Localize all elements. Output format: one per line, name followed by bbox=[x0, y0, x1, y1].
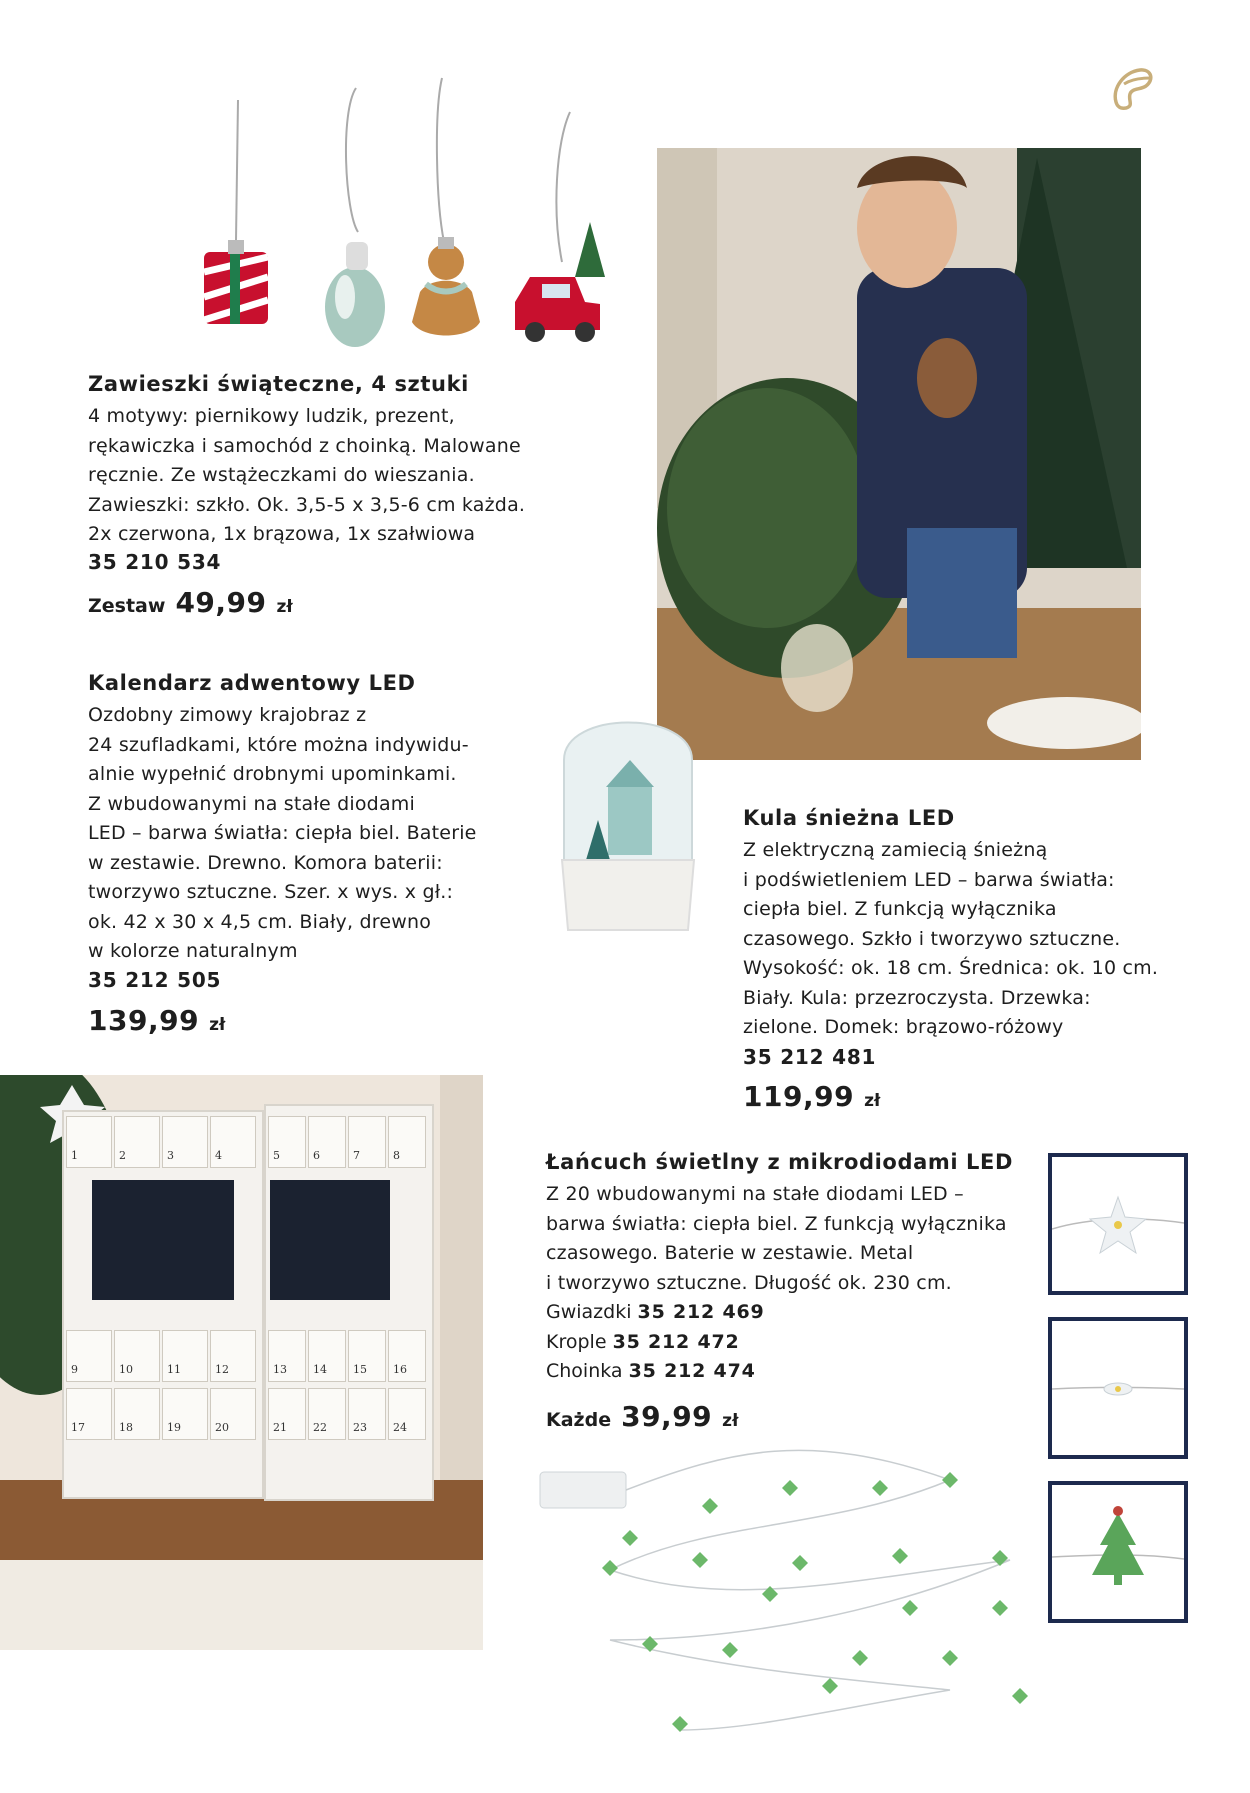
variant-code: 35 212 474 bbox=[628, 1360, 756, 1382]
description-line: i tworzywo sztuczne. Długość ok. 230 cm. bbox=[546, 1271, 952, 1294]
price-value: 39,99 bbox=[621, 1400, 713, 1433]
description-line: LED – barwa światła: ciepła biel. Baterie bbox=[88, 822, 477, 844]
snowglobe-description bbox=[743, 836, 1158, 1043]
snowglobe-product-code: 35 212 481 bbox=[743, 1045, 877, 1069]
snowglobe-title: Kula śnieżna LED bbox=[743, 806, 955, 830]
description-line: barwa światła: ciepła biel. Z funkcją wyłącznika bbox=[546, 1212, 1007, 1235]
calendar-drawer: 17 bbox=[66, 1388, 112, 1440]
calendar-drawer: 20 bbox=[210, 1388, 256, 1440]
price-currency: zł bbox=[864, 1091, 881, 1111]
boy-decorating-tree-photo bbox=[657, 148, 1141, 760]
calendar-drawer: 1 bbox=[66, 1116, 112, 1168]
light-chain-image bbox=[530, 1410, 1060, 1740]
price-value: 139,99 bbox=[88, 1004, 200, 1037]
calendar-drawer: 9 bbox=[66, 1330, 112, 1382]
calendar-drawer: 14 bbox=[308, 1330, 346, 1382]
variant-name: Krople bbox=[546, 1330, 607, 1353]
variant-name: Choinka bbox=[546, 1360, 623, 1382]
description-line: ręcznie. Ze wstążeczkami do wieszania. bbox=[88, 464, 475, 486]
calendar-left-panel bbox=[62, 1110, 264, 1499]
calendar-drawer: 18 bbox=[114, 1388, 160, 1440]
description-line: Ozdobny zimowy krajobraz z bbox=[88, 704, 367, 726]
calendar-drawer: 13 bbox=[268, 1330, 306, 1382]
calendar-drawer: 7 bbox=[348, 1116, 386, 1168]
snowglobe-image bbox=[558, 690, 698, 940]
description-line: ok. 42 x 30 x 4,5 cm. Biały, drewno bbox=[88, 910, 432, 933]
calendar-drawer: 6 bbox=[308, 1116, 346, 1168]
description-line: w kolorze naturalnym bbox=[88, 940, 298, 962]
lights-variants bbox=[546, 1298, 765, 1387]
calendar-drawer: 19 bbox=[162, 1388, 208, 1440]
description-line: czasowego. Baterie w zestawie. Metal bbox=[546, 1242, 914, 1264]
calendar-drawer: 16 bbox=[388, 1330, 426, 1382]
price-currency: zł bbox=[722, 1411, 739, 1431]
tchibo-logo-icon bbox=[1106, 62, 1158, 114]
calendar-drawer: 12 bbox=[210, 1330, 256, 1382]
calendar-drawer: 11 bbox=[162, 1330, 208, 1382]
description-line: tworzywo sztuczne. Szer. x wys. x gł.: bbox=[88, 881, 454, 903]
ornaments-title: Zawieszki świąteczne, 4 sztuki bbox=[88, 372, 469, 396]
description-line: 2x czerwona, 1x brązowa, 1x szałwiowa bbox=[88, 523, 476, 545]
calendar-price bbox=[88, 1004, 225, 1037]
calendar-drawer: 21 bbox=[268, 1388, 306, 1440]
description-line: zielone. Domek: brązowo-różowy bbox=[743, 1016, 1064, 1038]
variant-thumb-tree[interactable] bbox=[1048, 1481, 1188, 1623]
ornaments-price bbox=[88, 586, 293, 619]
description-line: alnie wypełnić drobnymi upominkami. bbox=[88, 763, 457, 785]
calendar-product-code: 35 212 505 bbox=[88, 968, 222, 992]
description-line: Wysokość: ok. 18 cm. Średnica: ok. 10 cm. bbox=[743, 957, 1159, 979]
description-line: rękawiczka i samochód z choinką. Malowane bbox=[88, 434, 521, 457]
description-line: 24 szufladkami, które można indywidu- bbox=[88, 733, 469, 756]
description-line: Biały. Kula: przezroczysta. Drzewka: bbox=[743, 986, 1091, 1009]
price-value: 49,99 bbox=[175, 586, 267, 619]
description-line: czasowego. Szkło i tworzywo sztuczne. bbox=[743, 927, 1121, 950]
lights-description bbox=[546, 1180, 1007, 1298]
calendar-description bbox=[88, 701, 477, 967]
ornaments-description bbox=[88, 402, 525, 550]
ornaments-image bbox=[190, 72, 620, 352]
calendar-scene-left bbox=[92, 1180, 234, 1300]
variant-row bbox=[546, 1298, 765, 1328]
variant-thumb-star[interactable] bbox=[1048, 1153, 1188, 1295]
description-line: w zestawie. Drewno. Komora baterii: bbox=[88, 851, 443, 874]
description-line: ciepła biel. Z funkcją wyłącznika bbox=[743, 898, 1057, 920]
calendar-drawer: 3 bbox=[162, 1116, 208, 1168]
price-currency: zł bbox=[276, 597, 293, 617]
description-line: 4 motywy: piernikowy ludzik, prezent, bbox=[88, 405, 455, 427]
lights-title: Łańcuch świetlny z mikrodiodami LED bbox=[546, 1150, 1014, 1174]
price-value: 119,99 bbox=[743, 1080, 855, 1113]
snowglobe-price bbox=[743, 1080, 880, 1113]
description-line: Zawieszki: szkło. Ok. 3,5-5 x 3,5-6 cm każda. bbox=[88, 493, 526, 516]
variant-name: Gwiazdki bbox=[546, 1301, 632, 1323]
calendar-drawer: 8 bbox=[388, 1116, 426, 1168]
variant-thumb-drop[interactable] bbox=[1048, 1317, 1188, 1459]
calendar-drawer: 15 bbox=[348, 1330, 386, 1382]
price-label: Każde bbox=[546, 1409, 612, 1431]
variant-code: 35 212 469 bbox=[637, 1301, 765, 1323]
description-line: Z wbudowanymi na stałe diodami bbox=[88, 792, 415, 815]
variant-row bbox=[546, 1328, 765, 1358]
calendar-drawer: 22 bbox=[308, 1388, 346, 1440]
variant-code: 35 212 472 bbox=[612, 1330, 740, 1353]
description-line: Z elektryczną zamiecią śnieżną bbox=[743, 839, 1048, 861]
calendar-drawer: 10 bbox=[114, 1330, 160, 1382]
calendar-drawer: 2 bbox=[114, 1116, 160, 1168]
calendar-drawer: 24 bbox=[388, 1388, 426, 1440]
ornaments-product-code: 35 210 534 bbox=[88, 550, 222, 574]
price-label: Zestaw bbox=[88, 595, 166, 617]
calendar-drawer: 5 bbox=[268, 1116, 306, 1168]
calendar-drawer: 4 bbox=[210, 1116, 256, 1168]
description-line: Z 20 wbudowanymi na stałe diodami LED – bbox=[546, 1183, 964, 1205]
price-currency: zł bbox=[209, 1015, 226, 1035]
calendar-title: Kalendarz adwentowy LED bbox=[88, 671, 416, 695]
calendar-scene-right bbox=[270, 1180, 390, 1300]
variant-row bbox=[546, 1357, 765, 1387]
calendar-drawer: 23 bbox=[348, 1388, 386, 1440]
description-line: i podświetleniem LED – barwa światła: bbox=[743, 868, 1115, 891]
